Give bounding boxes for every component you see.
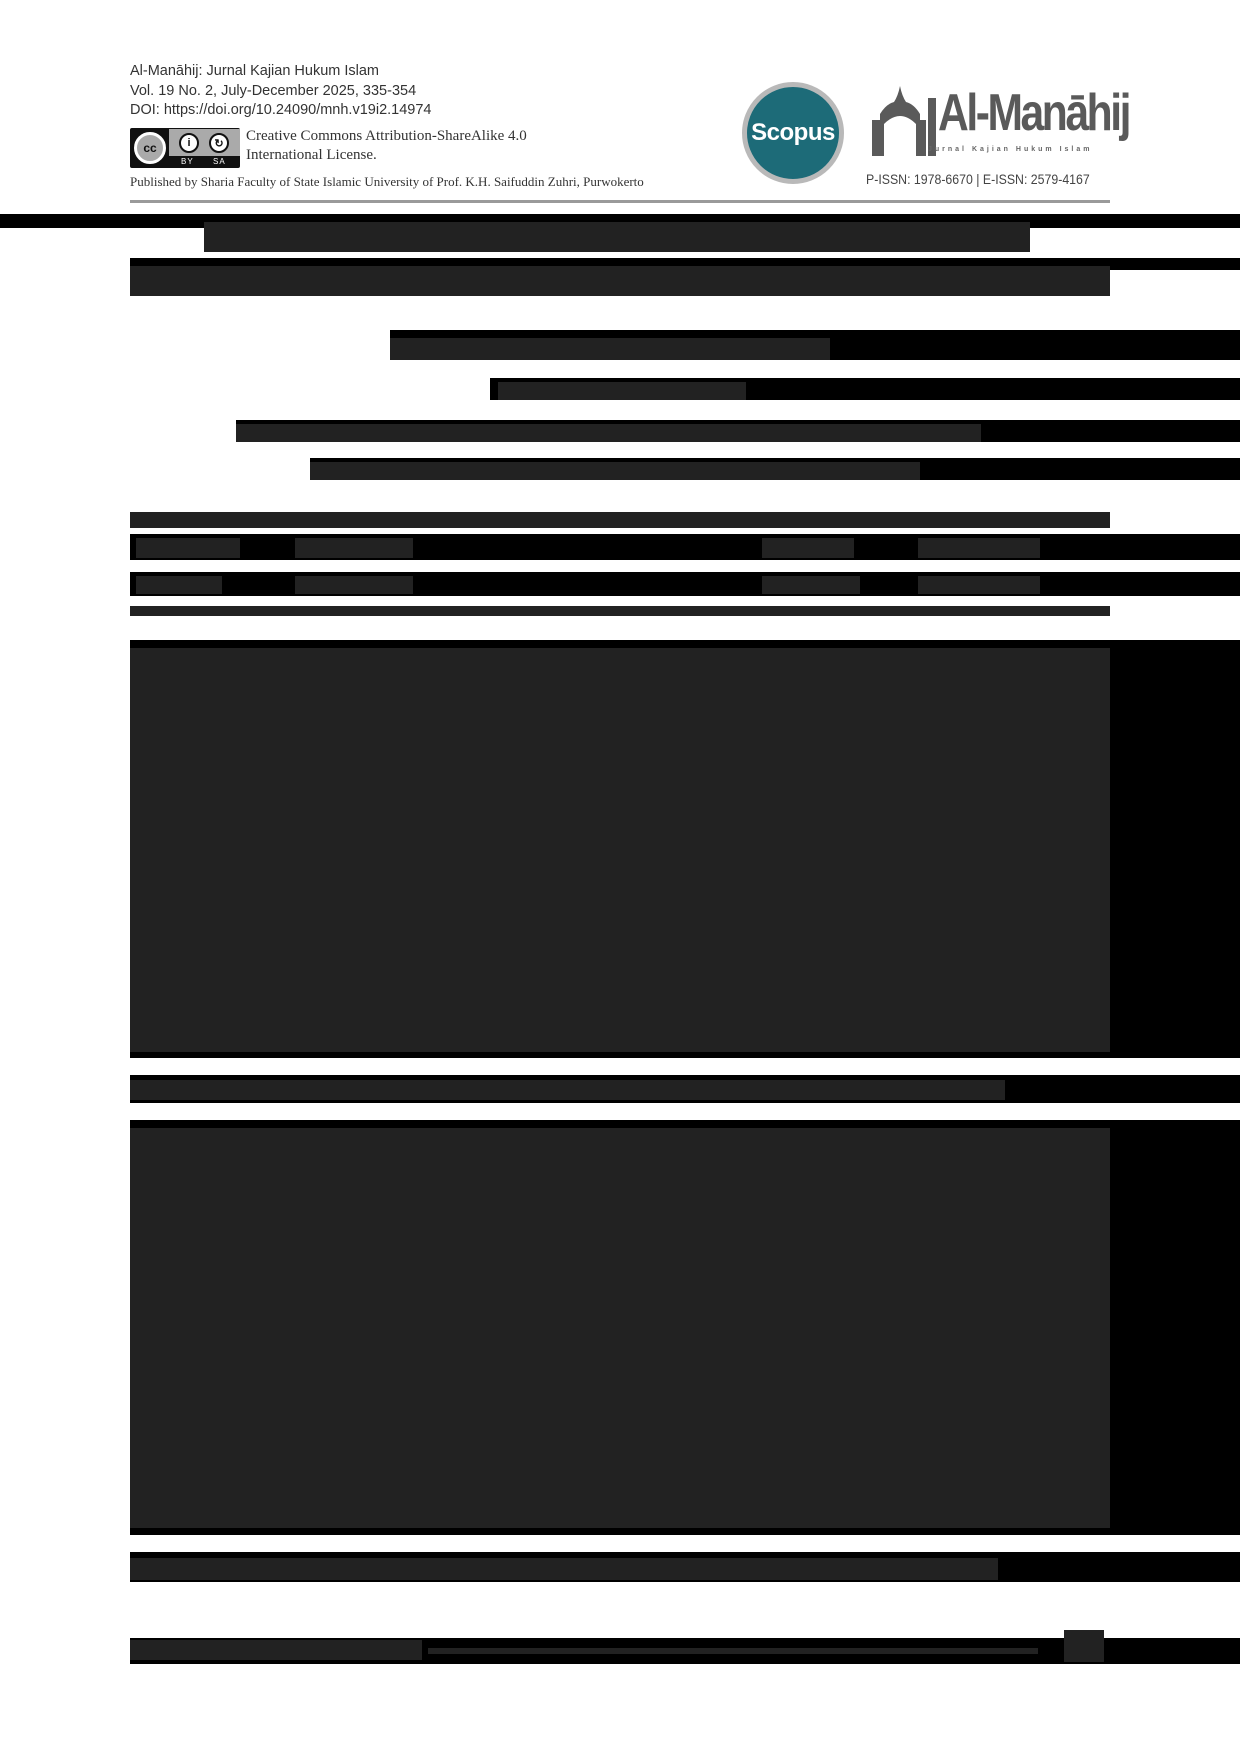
title-line-2 xyxy=(130,266,1110,296)
published-label xyxy=(762,576,860,594)
publisher-line: Published by Sharia Faculty of State Islamic University of Prof. K.H. Saifuddin Zuhri, Purwokerto xyxy=(130,174,644,189)
journal-citation-block xyxy=(130,62,431,121)
published-date xyxy=(918,576,1040,594)
footer-rule xyxy=(428,1648,1038,1654)
journal-name: Al-Manāhij: Jurnal Kajian Hukum Islam xyxy=(130,63,380,79)
al-manahij-logo xyxy=(868,80,1129,158)
abstract-text xyxy=(130,648,1110,1052)
revised-label xyxy=(762,538,854,558)
received-label xyxy=(136,538,240,558)
header-divider xyxy=(130,200,1110,203)
article-info-top-rule xyxy=(130,512,1110,528)
title-line-1 xyxy=(204,222,1030,252)
email-text xyxy=(310,462,920,480)
abstrak-text xyxy=(130,1128,1110,1528)
logo-subtitle: Jurnal Kajian Hukum Islam xyxy=(928,146,1093,153)
issn-line: P-ISSN: 1978-6670 | E-ISSN: 2579-4167 xyxy=(866,171,1090,187)
received-date xyxy=(295,538,413,558)
share-alike-icon: ↻ xyxy=(209,133,229,153)
logo-wordmark: Al-Manāhij xyxy=(938,84,1129,142)
accepted-label xyxy=(136,576,222,594)
page-number-box xyxy=(1064,1630,1104,1662)
cc-by-sa-badge-icon[interactable] xyxy=(130,128,240,168)
revised-date xyxy=(918,538,1040,558)
volume-info: Vol. 19 No. 2, July-December 2025, 335-354 xyxy=(130,82,417,99)
by-label: BY xyxy=(181,157,194,166)
accepted-date xyxy=(295,576,413,594)
license-text[interactable]: Creative Commons Attribution-ShareAlike 4.0 International License. xyxy=(246,128,527,163)
cc-icon: cc xyxy=(134,132,166,164)
authors-text xyxy=(390,338,830,360)
scopus-logo: Scopus xyxy=(742,82,844,184)
keywords-text xyxy=(130,1080,1005,1100)
footer-journal-text xyxy=(130,1640,422,1660)
article-info-bottom-rule xyxy=(130,606,1110,616)
doi-link[interactable]: DOI: https://doi.org/10.24090/mnh.v19i2.14974 xyxy=(130,102,432,118)
kata-kunci-text xyxy=(130,1558,998,1580)
attribution-icon: i xyxy=(179,133,199,153)
affiliation-text xyxy=(236,424,981,442)
sa-label: SA xyxy=(213,157,226,166)
corresponding-author-text xyxy=(498,382,746,400)
